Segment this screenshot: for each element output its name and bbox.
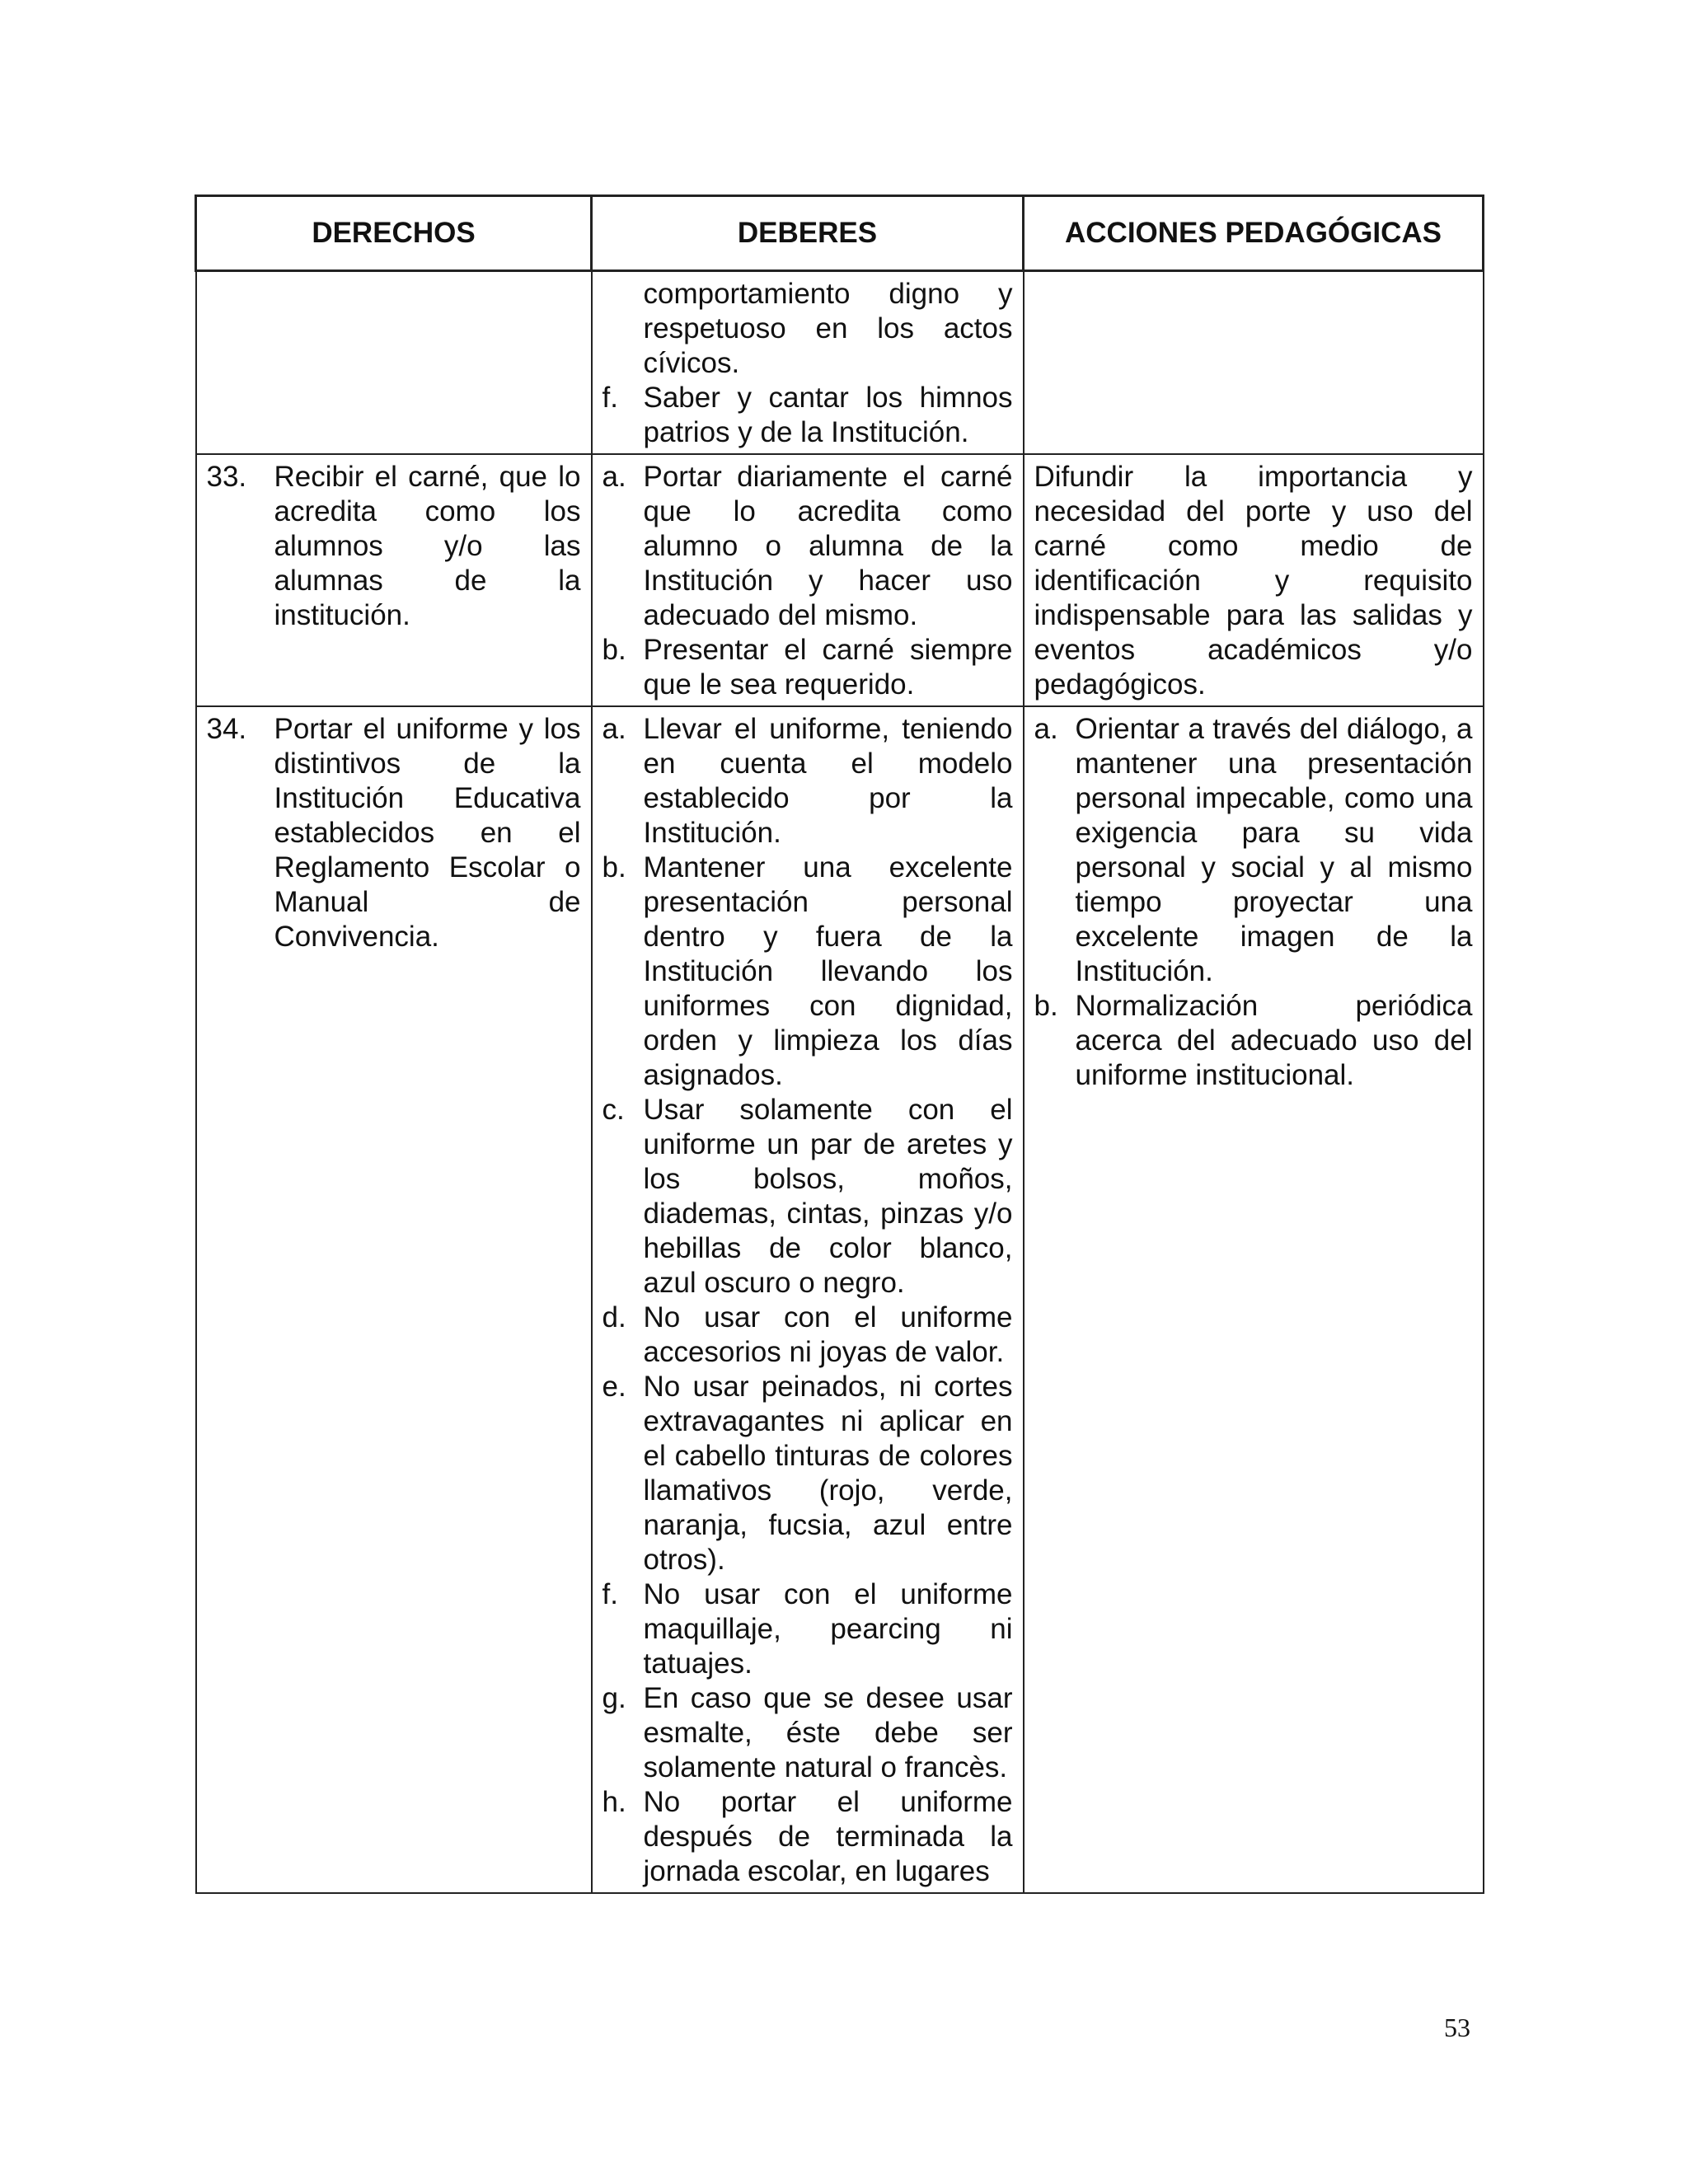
- rights-duties-table: [195, 194, 1484, 1894]
- table-row: [196, 454, 1484, 706]
- acciones-cell: [1024, 271, 1484, 455]
- accion-item: [1034, 712, 1473, 989]
- deber-text: Usar solamente con el uniforme un par de aretes y los bolsos, moños, diademas, cintas, pinzas y/o hebillas de color blanco, azul oscuro o negro.: [643, 1094, 1013, 1299]
- accion-label: a.: [1034, 713, 1058, 745]
- header-acciones: ACCIONES PEDAGÓGICAS: [1024, 196, 1484, 271]
- deber-text: No usar con el uniforme accesorios ni joyas de valor.: [643, 1301, 1013, 1368]
- acciones-cell: [1024, 706, 1484, 1893]
- header-derechos: DERECHOS: [196, 196, 592, 271]
- derecho-text: Portar el uniforme y los distintivos de la Institución Educativa establecidos en el Reglamento Escolar o Manual de Convivencia.: [274, 713, 581, 953]
- header-row: [196, 196, 1484, 271]
- accion-text: Orientar a través del diálogo, a mantener una presentación personal impecable, como una exigencia para su vida personal y social y al mismo tiempo proyectar una excelente imagen de la Institución.: [1075, 713, 1473, 987]
- deber-item: [603, 1785, 1013, 1889]
- deber-item: [603, 1370, 1013, 1577]
- deber-item: [603, 1577, 1013, 1681]
- deber-label: f.: [602, 382, 618, 414]
- deber-item: [603, 851, 1013, 1093]
- deber-label: b.: [602, 851, 626, 883]
- derecho-text: Recibir el carné, que lo acredita como los alumnos y/o las alumnas de la institución.: [274, 461, 581, 631]
- deber-label: g.: [602, 1682, 626, 1714]
- derecho-number: 33.: [206, 461, 247, 493]
- deberes-cell: [592, 271, 1024, 455]
- deber-label: [603, 277, 644, 381]
- deber-item: [603, 277, 1013, 381]
- deber-text: comportamiento digno y respetuoso en los actos cívicos.: [643, 278, 1013, 379]
- page-number: 53: [1444, 2013, 1470, 2042]
- acciones-cell: [1024, 454, 1484, 706]
- derecho-cell: [196, 706, 592, 1893]
- deber-text: Presentar el carné siempre que le sea requerido.: [643, 634, 1013, 701]
- deber-text: No portar el uniforme después de terminada la jornada escolar, en lugares: [643, 1786, 1013, 1887]
- deber-item: [603, 1301, 1013, 1370]
- deber-label: a.: [602, 461, 626, 493]
- accion-text: Difundir la importancia y necesidad del porte y uso del carné como medio de identificación y requisito indispensable para las salidas y eventos académicos y/o pedagógicos.: [1034, 461, 1473, 701]
- table-body: [196, 271, 1484, 1894]
- derecho-item: [207, 712, 581, 954]
- deber-label: h.: [602, 1786, 626, 1818]
- deber-item: [603, 712, 1013, 851]
- deber-item: [603, 381, 1013, 450]
- deber-text: No usar peinados, ni cortes extravagantes ni aplicar en el cabello tinturas de colores llamativos (rojo, verde, naranja, fucsia, azul entre otros).: [643, 1371, 1013, 1576]
- derecho-cell: [196, 454, 592, 706]
- deber-text: No usar con el uniforme maquillaje, pearcing ni tatuajes.: [643, 1578, 1013, 1680]
- deber-item: [603, 633, 1013, 702]
- accion-item: [1034, 989, 1473, 1093]
- deber-label: b.: [602, 634, 626, 666]
- deber-label: c.: [602, 1094, 625, 1126]
- header-deberes: DEBERES: [592, 196, 1024, 271]
- deber-item: [603, 460, 1013, 633]
- deber-text: Saber y cantar los himnos patrios y de la Institución.: [643, 382, 1013, 448]
- deber-text: Llevar el uniforme, teniendo en cuenta el modelo establecido por la Institución.: [643, 713, 1013, 849]
- derecho-number: 34.: [206, 713, 247, 745]
- deber-item: [603, 1093, 1013, 1301]
- deber-item: [603, 1681, 1013, 1785]
- deber-label: e.: [602, 1371, 626, 1403]
- deber-text: Portar diariamente el carné que lo acredita como alumno o alumna de la Institución y hacer uso adecuado del mismo.: [643, 461, 1013, 631]
- derecho-item: [207, 460, 581, 633]
- accion-label: b.: [1034, 990, 1058, 1022]
- derecho-cell: [196, 271, 592, 455]
- table-row: [196, 271, 1484, 455]
- deber-label: f.: [602, 1578, 618, 1610]
- deber-label: a.: [602, 713, 626, 745]
- deberes-cell: [592, 454, 1024, 706]
- table-row: [196, 706, 1484, 1893]
- deber-text: En caso que se desee usar esmalte, éste debe ser solamente natural o francès.: [643, 1682, 1013, 1783]
- accion-text: Normalización periódica acerca del adecuado uso del uniforme institucional.: [1075, 990, 1473, 1091]
- deberes-cell: [592, 706, 1024, 1893]
- deber-text: Mantener una excelente presentación personal dentro y fuera de la Institución llevando los uniformes con dignidad, orden y limpieza los días asignados.: [643, 851, 1013, 1091]
- deber-label: d.: [602, 1301, 626, 1333]
